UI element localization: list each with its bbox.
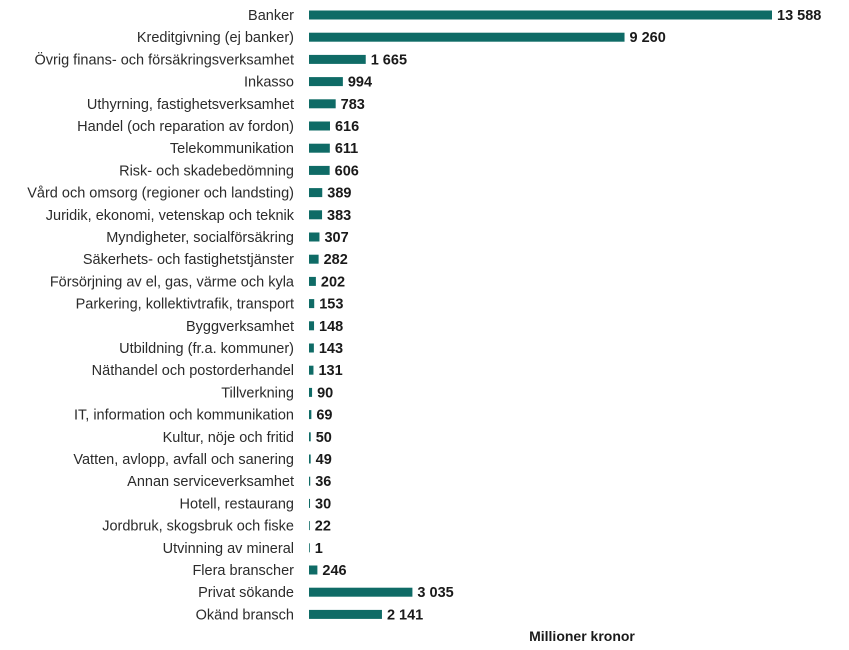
category-label: Näthandel och postorderhandel xyxy=(91,363,294,380)
category-label: Juridik, ekonomi, vetenskap och teknik xyxy=(45,207,294,224)
bar xyxy=(309,277,316,286)
bar xyxy=(309,99,336,108)
bar xyxy=(309,233,319,242)
value-label: 389 xyxy=(327,185,352,202)
value-label: 2 141 xyxy=(386,607,424,624)
value-label: 783 xyxy=(340,96,365,113)
bar xyxy=(309,366,313,375)
category-label: Telekommunikation xyxy=(169,141,294,158)
category-label: Handel (och reparation av fordon) xyxy=(77,119,294,135)
category-label: Uthyrning, fastighetsverksamhet xyxy=(86,96,294,113)
value-label: 22 xyxy=(314,518,331,535)
bar xyxy=(309,33,625,42)
value-label: 90 xyxy=(317,385,334,402)
bar xyxy=(309,499,310,508)
category-label: Inkasso xyxy=(244,74,294,91)
value-label: 282 xyxy=(323,252,348,269)
value-label: 307 xyxy=(324,230,349,246)
bar xyxy=(309,11,772,20)
category-label: IT, information och kommunikation xyxy=(73,407,294,424)
value-label: 246 xyxy=(322,563,347,579)
category-label: Risk- och skadebedömning xyxy=(119,163,294,180)
category-label: Vatten, avlopp, avfall och sanering xyxy=(73,452,294,468)
bar xyxy=(309,144,330,153)
value-label: 13 588 xyxy=(777,8,822,24)
bar xyxy=(309,77,343,86)
value-label: 383 xyxy=(327,207,352,224)
bar xyxy=(309,588,412,597)
bar xyxy=(309,521,310,530)
category-label: Flera branscher xyxy=(192,563,294,579)
bar xyxy=(309,388,312,397)
value-label: 30 xyxy=(315,496,332,513)
category-label: Byggverksamhet xyxy=(186,318,294,335)
category-label: Vård och omsorg (regioner och landsting) xyxy=(27,185,294,202)
value-label: 50 xyxy=(315,429,332,446)
category-label: Utbildning (fr.a. kommuner) xyxy=(119,341,294,357)
value-label: 611 xyxy=(334,141,359,158)
value-label: 616 xyxy=(334,119,360,135)
value-label: 36 xyxy=(315,474,332,491)
value-label: 3 035 xyxy=(417,585,454,602)
value-label: 49 xyxy=(315,452,332,468)
value-label: 143 xyxy=(318,341,344,357)
bar xyxy=(309,321,314,330)
bar xyxy=(309,566,317,575)
bar xyxy=(309,543,310,552)
category-label: Försörjning av el, gas, värme och kyla xyxy=(49,274,294,291)
category-label: Övrig finans- och försäkringsverksamhet xyxy=(34,52,294,69)
category-label: Hotell, restaurang xyxy=(179,496,294,513)
value-label: 202 xyxy=(320,274,346,291)
category-label: Kultur, nöje och fritid xyxy=(162,429,294,446)
value-label: 1 xyxy=(314,540,323,557)
x-axis-title: Millioner kronor xyxy=(529,628,635,644)
value-label: 994 xyxy=(347,74,373,91)
bar xyxy=(309,255,319,264)
category-label: Myndigheter, socialförsäkring xyxy=(106,230,294,246)
category-label: Privat sökande xyxy=(198,585,294,602)
bars xyxy=(309,11,772,619)
category-label: Säkerhets- och fastighetstjänster xyxy=(82,252,294,269)
bar xyxy=(309,455,311,464)
category-label: Parkering, kollektivtrafik, transport xyxy=(75,296,294,313)
category-label: Banker xyxy=(248,8,294,24)
value-labels xyxy=(315,8,822,623)
bar xyxy=(309,210,322,219)
bar xyxy=(309,477,310,486)
bar xyxy=(309,188,322,197)
category-label: Kreditgivning (ej banker) xyxy=(136,30,294,47)
bar xyxy=(309,344,314,353)
category-label: Okänd bransch xyxy=(195,607,294,624)
value-label: 606 xyxy=(334,163,359,180)
bar xyxy=(309,299,314,308)
bar xyxy=(309,410,311,419)
category-label: Utvinning av mineral xyxy=(162,540,294,557)
bar xyxy=(309,166,330,175)
bar xyxy=(309,432,311,441)
bar xyxy=(309,610,382,619)
value-label: 1 665 xyxy=(370,52,408,69)
value-label: 131 xyxy=(318,363,343,380)
category-label: Annan serviceverksamhet xyxy=(127,474,294,491)
value-label: 69 xyxy=(316,407,333,424)
category-labels xyxy=(27,8,295,623)
value-label: 9 260 xyxy=(629,30,666,47)
bar xyxy=(309,122,330,131)
value-label: 148 xyxy=(319,318,344,335)
category-label: Tillverkning xyxy=(221,385,294,402)
value-label: 153 xyxy=(319,296,344,313)
bar xyxy=(309,55,366,64)
category-label: Jordbruk, skogsbruk och fiske xyxy=(102,518,294,535)
